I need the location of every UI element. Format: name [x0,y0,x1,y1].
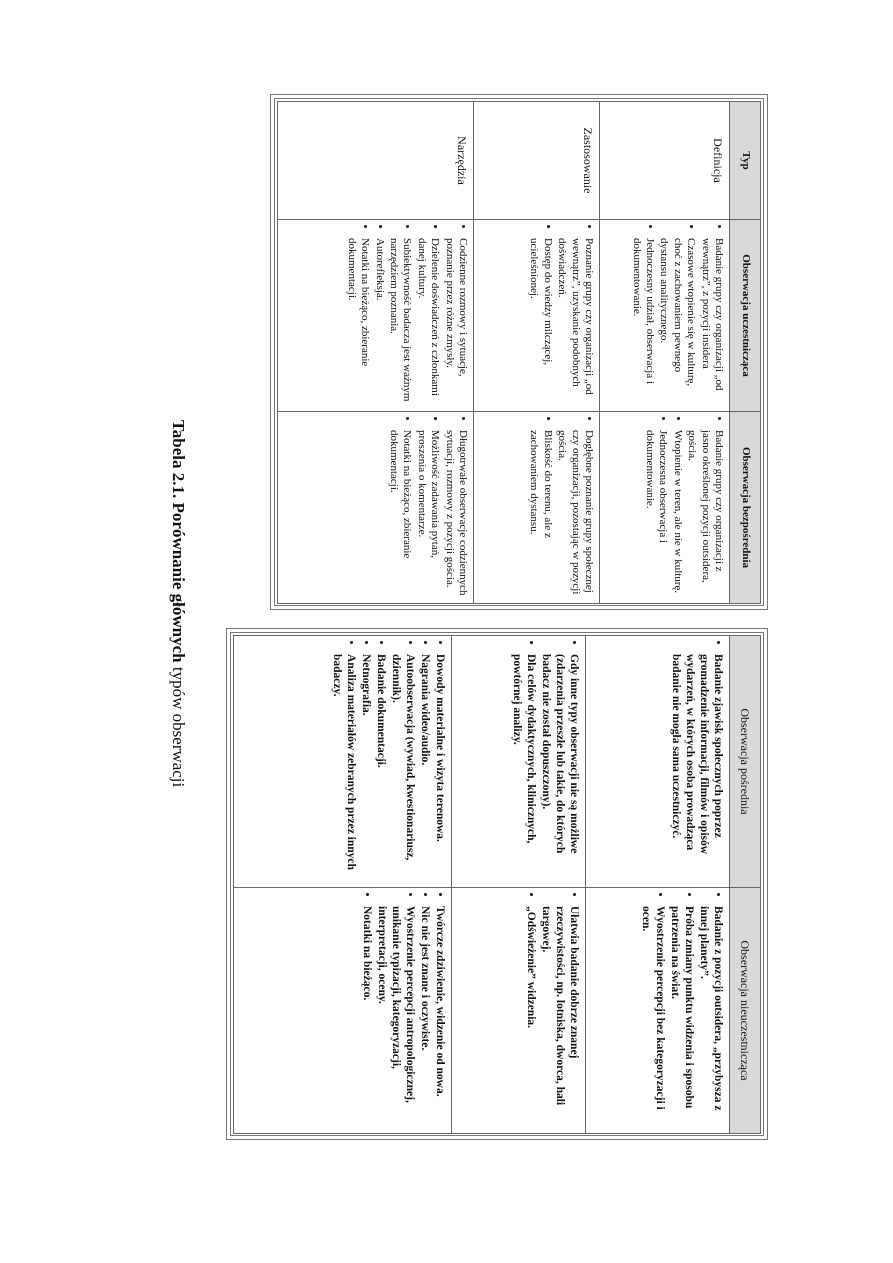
list-item: • Badanie zjawisk społecznych poprzez gromadzenie informacji, filmów i opisów wydarzeń, w których osoba prowadząca badanie nie mogła sama uczestniczyć. [669,654,725,881]
cell [234,636,452,888]
list-item: • Notatki na bieżąco. [360,906,374,1127]
list-item: • Dzielenie doświadczeń z członkami danej kultury. [414,238,441,405]
caption-title-part1: Porównanie głównych [169,502,188,663]
comparison-table-left [277,101,761,604]
list-item: • Możliwość zadawania pytań, proszenia o komentarze. [414,430,441,597]
list-item: • Dostęp do wiedzy milczącej, ucieleśnionej. [527,238,554,405]
table-part-right [226,628,768,1140]
table-part-left [270,94,768,610]
list-item: • Nagrania wideo/audio. [418,654,432,881]
cell [600,220,730,412]
cell [278,412,474,604]
header-bezposrednia: Obserwacja bezpośrednia [730,412,761,604]
header-uczestniczaca: Obserwacja uczestnicząca [730,220,761,412]
comparison-table-right [233,635,761,1134]
list-item: • Twórcze zdziwienie, widzenie od nowa. [433,906,447,1127]
list-item: • Analiza materiałów zebranych przez innych badaczy. [330,654,358,881]
list-item: • Próba zmiany punktu widzenia i sposobu patrzenia na świat. [668,906,696,1127]
list-item: • Długotrwałe obserwacje codziennych sytuacji, rozmowy z pozycji gościa. [442,430,469,597]
row-type: Narzędzia [278,102,474,220]
cell [586,636,730,888]
rotated-page [112,82,772,1182]
table-header-row [730,102,761,604]
caption-title-part2: typów obserwacji [169,666,188,788]
list-item: • Badanie z pozycji outsidera, „przybysza z innej planety”. [697,906,725,1127]
cell [234,888,452,1134]
cell [452,636,586,888]
cell [600,412,730,604]
list-item: • Dogłębne poznanie grupy społecznej czy organizacji, pozostając w pozycji gościa. [555,430,595,597]
list-item: • Jednoczesny udział, obserwacja i dokumentowanie. [629,238,656,405]
cell [474,220,600,412]
cell [278,220,474,412]
list-item: • Jednoczesna obserwacja i dokumentowanie. [643,430,670,597]
list-item: • Poznanie grupy czy organizacji „od wewnątrz”, uzyskanie podobnych doświadczeń. [555,238,595,405]
row-type: Definicja [600,102,730,220]
list-item: • Wyostrzenie percepcji bez kategoryzacji i ocen. [639,906,667,1127]
caption-label: Tabela 2.1. [169,420,188,499]
list-item: • Bliskość do terenu, ale z zachowaniem dystansu. [527,430,554,597]
cell [586,888,730,1134]
list-item: • Subiektywność badacza jest ważnym narzędziem poznania. [387,238,414,405]
list-item: • Netnografia. [359,654,373,881]
cell [474,412,600,604]
list-item: • Badanie grupy czy organizacji „od wewnątrz”, z pozycji insidera [698,238,725,405]
table-caption [168,420,188,787]
list-item: • Nic nie jest znane i oczywiste. [418,906,432,1127]
table-header-row [730,636,761,1134]
list-item: • Badanie grupy czy organizacji z jasno określonej pozycji outsidera, gościa. [685,430,725,597]
row-type: Zastosowanie [474,102,600,220]
header-typ: Typ [730,102,761,220]
list-item: • Dowody materialne i wizyta terenowa. [433,654,447,881]
list-item: • Autoobserwacja (wywiad, kwestionariusz, dziennik). [389,654,417,881]
table-row [234,636,452,1134]
table-row [474,102,600,604]
list-item: • Notatki na bieżąco, zbieranie dokumentacji. [387,430,414,597]
table-row [278,102,474,604]
list-item: • Autorefleksja. [372,238,385,405]
cell [452,888,586,1134]
list-item: • Czasowe wtopienie się w kulturę, choć z zachowaniem pewnego dystansu analitycznego. [657,238,697,405]
list-item: • Codzienne rozmowy i sytuacje, poznanie przez różne zmysły. [442,238,469,405]
header-posrednia: Obserwacja pośrednia [730,636,761,888]
list-item: • Badanie dokumentacji. [374,654,388,881]
list-item: • Ułatwia badanie dobrze znanej rzeczywistości, np. lotniska, dworca, hali targowej. [539,906,581,1127]
list-item: • Wtopienie w teren, ale nie w kulturę. [670,430,683,597]
list-item: • Wyostrzenie percepcji antropologicznej, unikanie typizacji, kategoryzacji, interpretacji, oceny. [375,906,417,1127]
list-item: • Dla celów dydaktycznych, klinicznych, powtórnej analizy. [510,654,538,881]
list-item: • Gdy inne typy obserwacji nie są możliwe (zdarzenia przeszłe lub takie, do których badacz nie został dopuszczony). [539,654,581,881]
table-row [600,102,730,604]
table-row [586,636,730,1134]
table-row [452,636,586,1134]
list-item: • „Odświeżenie” widzenia. [524,906,538,1127]
header-nieuczestniczaca: Obserwacja nieuczestnicząca [730,888,761,1134]
list-item: • Notatki na bieżąco, zbieranie dokumentacji. [344,238,371,405]
